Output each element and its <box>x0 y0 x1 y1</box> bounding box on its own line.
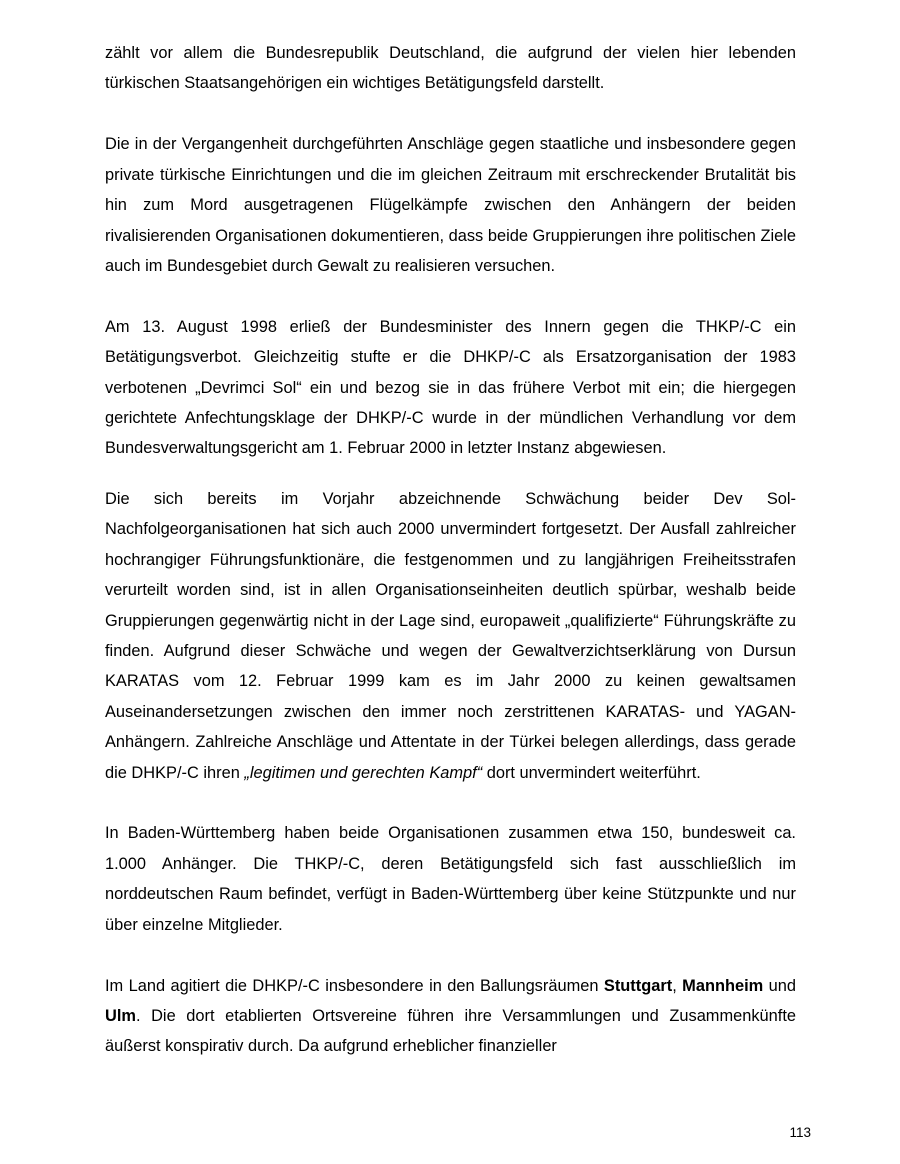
paragraph-4-text-end: dort unvermindert weiterführt. <box>482 763 701 782</box>
paragraph-2: Die in der Vergangenheit durchgeführten Anschläge gegen staatliche und insbesondere gegen private türkische Einrichtungen und die im gleichen Zeitraum mit erschreckender Brutalität bis hin zum Mord ausgetragenen Flügelkämpfe zwischen den Anhängern der beiden rivalisierenden Organisationen dokumentieren, dass beide Gruppierungen ihre politischen Ziele auch im Bundesgebiet durch Gewalt zu realisieren versuchen. <box>105 135 796 275</box>
paragraph-6-separator: , <box>672 976 683 995</box>
paragraph-6-text: Im Land agitiert die DHKP/-C insbesondere in den Ballungsräumen <box>105 976 604 995</box>
city-stuttgart: Stuttgart <box>603 976 673 995</box>
city-mannheim: Mannheim <box>682 976 764 995</box>
paragraph-1: zählt vor allem die Bundesrepublik Deutschland, die aufgrund der vielen hier lebenden türkischen Staatsangehörigen ein wichtiges Betätigungsfeld darstellt. <box>105 44 796 93</box>
paragraph-6-text-end: . Die dort etablierten Ortsvereine führen ihre Versammlungen und Zusammenkünfte äußerst konspirativ durch. Da aufgrund erheblicher finanzieller <box>105 1006 796 1056</box>
paragraph-6-conjunction: und <box>763 976 797 995</box>
paragraph-5: In Baden-Württemberg haben beide Organisationen zusammen etwa 150, bundesweit ca. 1.000 Anhänger. Die THKP/-C, deren Betätigungsfeld sich fast ausschließlich im norddeutschen Raum befindet, verfügt in Baden-Württemberg über keine Stützpunkte und nur über einzelne Mitglieder. <box>105 824 796 934</box>
paragraph-3: Am 13. August 1998 erließ der Bundesminister des Innern gegen die THKP/-C ein Betätigungsverbot. Gleichzeitig stufte er die DHKP/-C als Ersatzorganisation der 1983 verbotenen „Devrimci Sol“ ein und bezog sie in das frühere Verbot mit ein; die hiergegen gerichtete Anfechtungsklage der DHKP/-C wurde in der mündlichen Verhandlung vor dem Bundesverwaltungsgericht am 1. Februar 2000 in letzter Instanz abgewiesen. <box>105 317 796 458</box>
paragraph-4-text: Die sich bereits im Vorjahr abzeichnende Schwächung beider Dev Sol-Nachfolgeorganisationen hat sich auch 2000 unvermindert fortgesetzt. Der Ausfall zahlreicher hochrangiger Führungsfunktionäre, die festgenommen und zu langjährigen Freiheitsstrafen verurteilt worden sind, ist in allen Organisationseinheiten deutlich spürbar, weshalb beide Gruppierungen gegenwärtig nicht in der Lage sind, europaweit „qualifizierte“ Führungskräfte zu finden. Aufgrund dieser Schwäche und wegen der Gewaltverzichtserklärung von Dursun KARATAS vom 12. Februar 1999 kam es im Jahr 2000 zu keinen gewaltsamen Auseinandersetzungen zwischen den immer noch zerstrittenen KARATAS- und YAGAN-Anhängern. Zahlreiche Anschläge und Attentate in der Türkei belegen allerdings, dass gerade die DHKP/-C ihren <box>105 489 796 782</box>
paragraph-6 <box>105 971 796 1062</box>
city-ulm: Ulm <box>105 1006 136 1025</box>
document-page <box>105 38 796 1062</box>
paragraph-4-quote: „legitimen und gerechten Kampf“ <box>244 763 483 782</box>
page-number: 113 <box>789 1125 811 1140</box>
paragraph-4 <box>105 484 796 788</box>
